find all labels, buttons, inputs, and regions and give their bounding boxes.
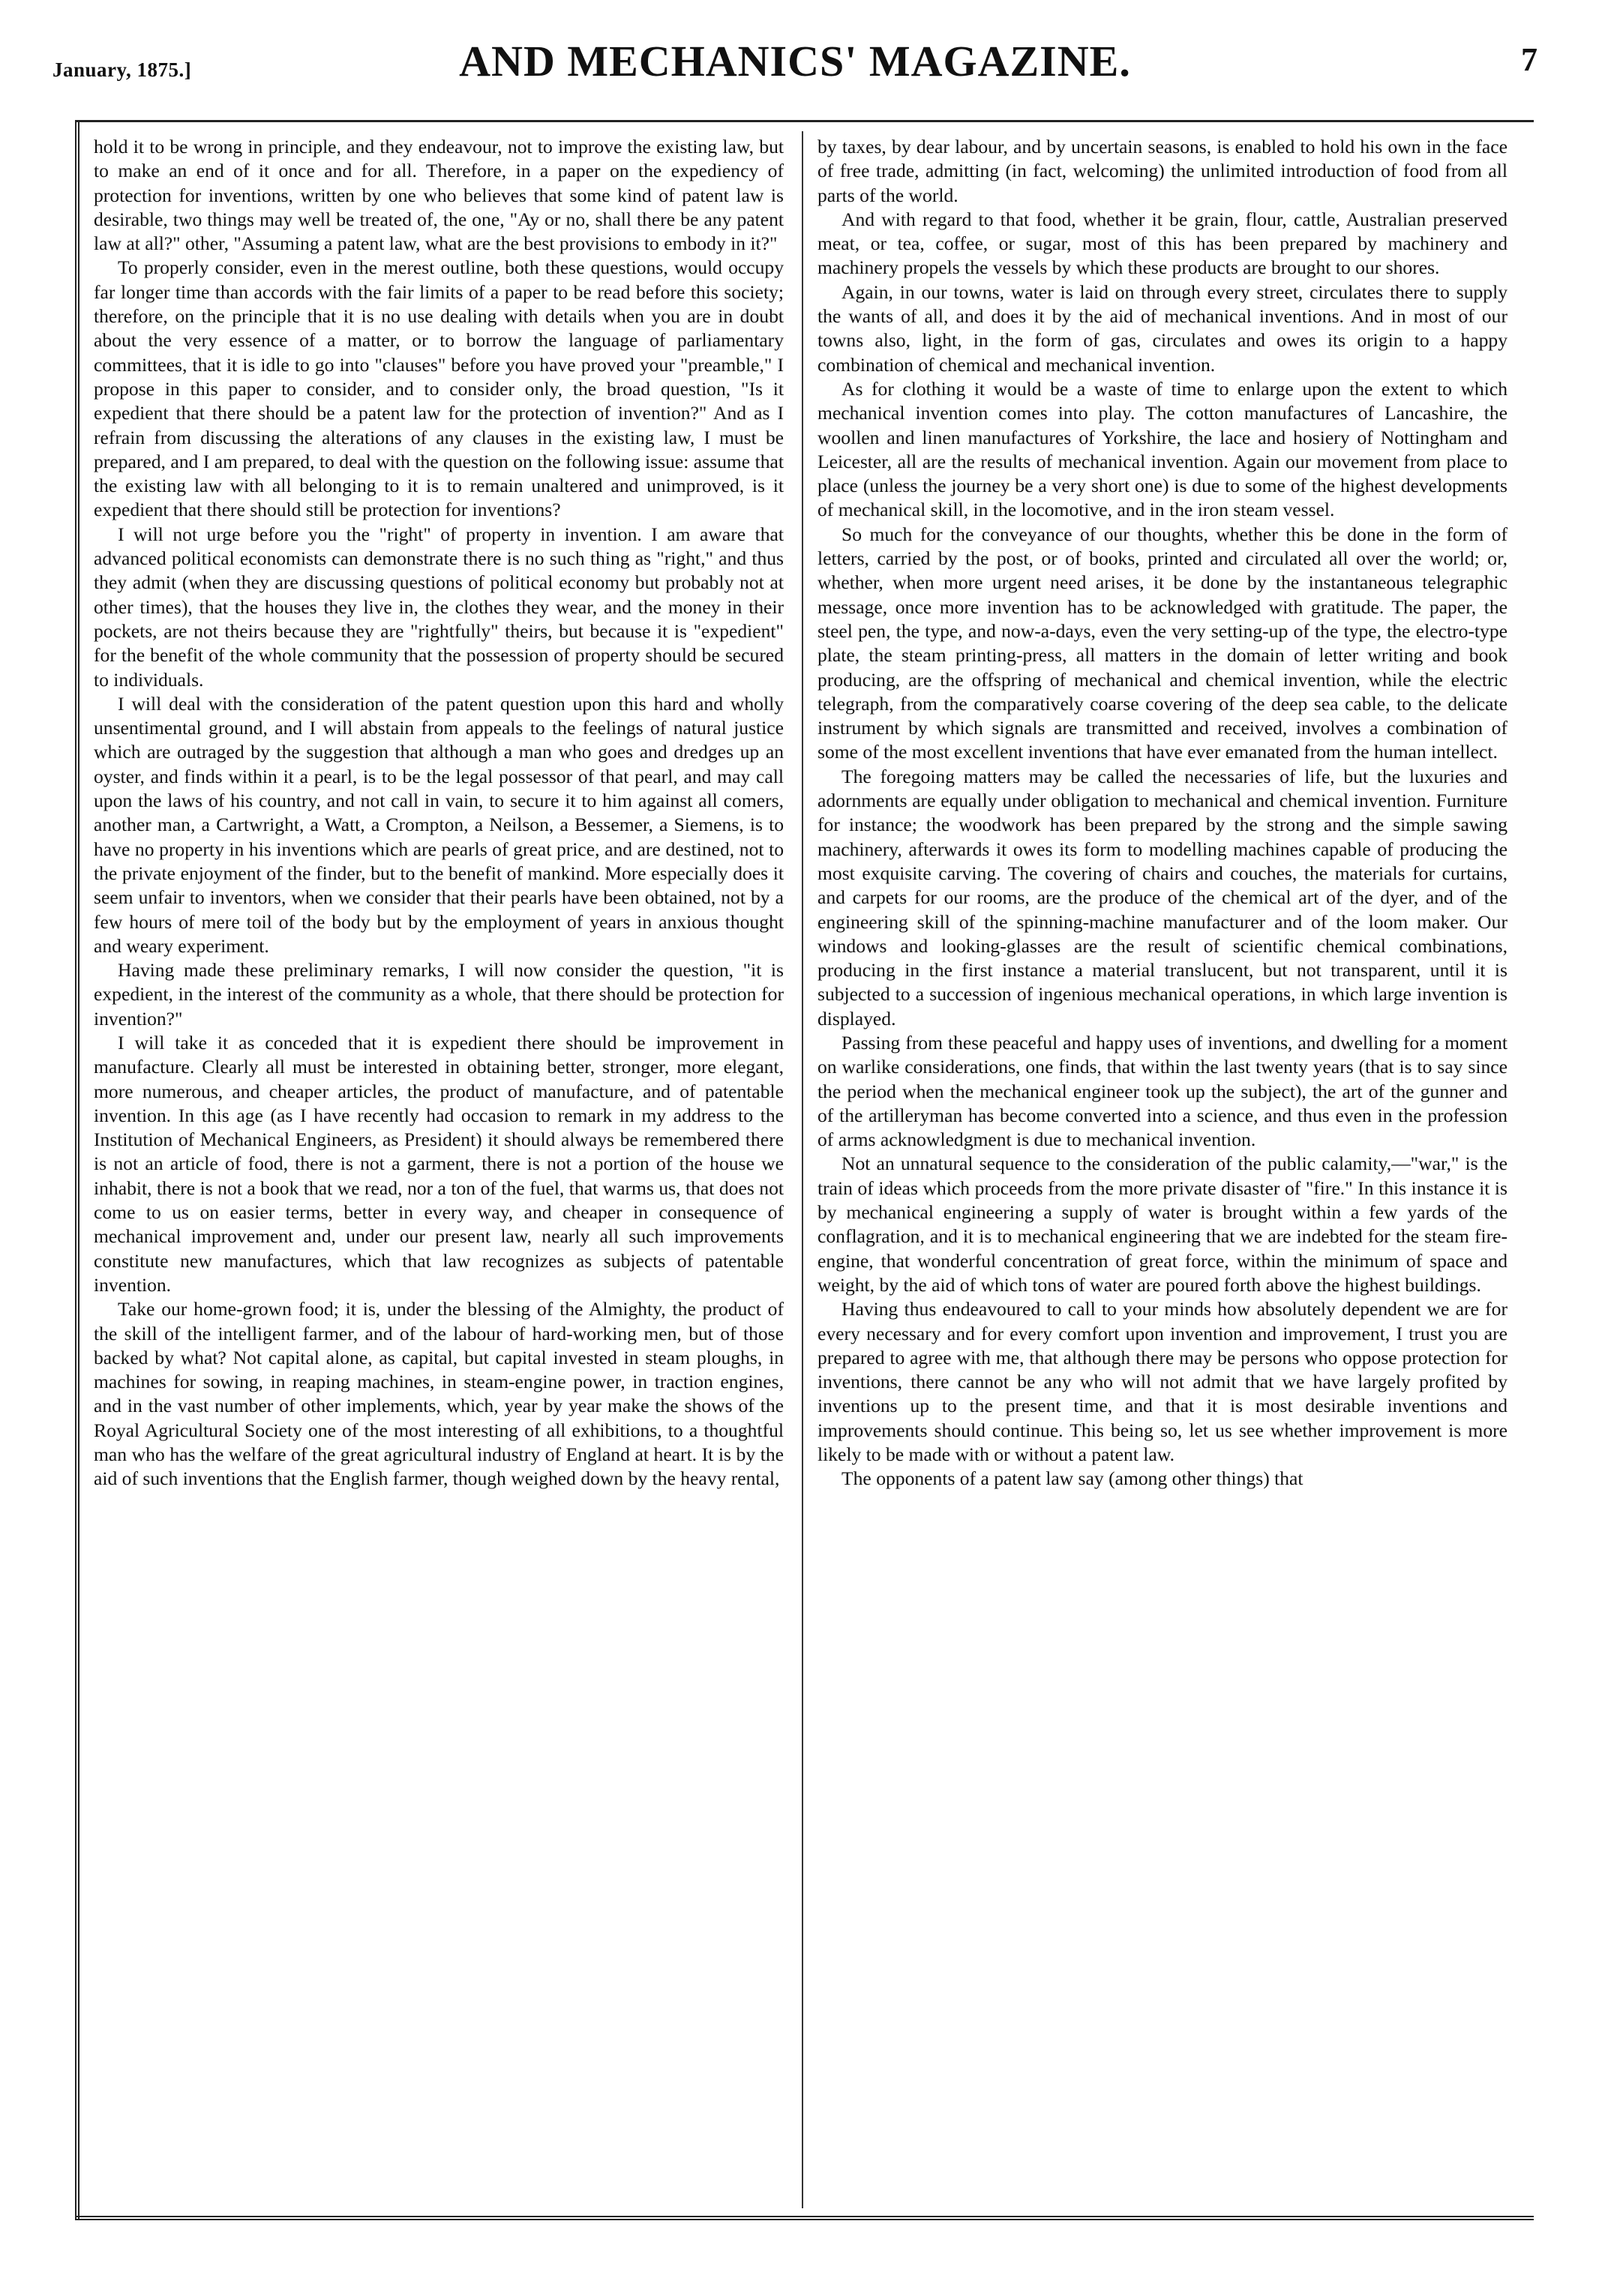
paragraph: Take our home-grown food; it is, under the blessing of the Almighty, the product of the skill of the intelligent farmer, and of the labour of hard-working men, but of those backed by what? Not capital alone, as capital, but capital invested in steam ploughs, in machines for sowing, in reaping machines, in steam-engine power, in traction engines, and in the vast number of other implements, which, year by year make the shows of the Royal Agricultural Society one of the most interesting of all exhibitions, to a thoughtful man who has the welfare of the great agricultural industry of England at heart. It is by the aid of such inventions that the English farmer, though weighed down by the heavy rental, (94, 1298, 784, 1490)
paragraph: Having made these preliminary remarks, I will now consider the question, "it is expedient, in the interest of the community as a whole, that there should be protection for invention?" (94, 959, 784, 1030)
paragraph: Again, in our towns, water is laid on through every street, circulates there to supply the wants of all, and does it by the aid of mechanical inventions. And in most of our towns also, light, in the form of gas, circulates and owes its origin to a happy combination of chemical and mechanical invention. (818, 280, 1508, 376)
paragraph: I will deal with the consideration of the patent question upon this hard and wholly unsentimental ground, and I will abstain from appeals to the feelings of natural justice which are outraged by the suggestion that although a man who goes and dredges up an oyster, and finds within it a pearl, is to be the legal possessor of that pearl, and may call upon the laws of his country, and not call in vain, to secure it to him against all comers, another man, a Cartwright, a Watt, a Crompton, a Neilson, a Bessemer, a Siemens, is to have no property in his inventions which are pearls of great price, and are destined, not to the private enjoyment of the finder, but to the benefit of mankind. More especially does it seem unfair to inventors, when we consider that their pearls have been obtained, not by a few hours of mere toil of the body but by the employment of years in anxious thought and weary experiment. (94, 692, 784, 957)
top-rule (75, 120, 1534, 122)
running-title: AND MECHANICS' MAGAZINE. (459, 37, 1131, 85)
bottom-rule (75, 2216, 1534, 2220)
right-column (818, 135, 1508, 2208)
paragraph: The opponents of a patent law say (among other things) that (842, 1467, 1304, 1490)
paragraph: So much for the conveyance of our thoughts, whether this be done in the form of letters, carried by the post, or of books, printed and circulated all over the world; or, whether, when more urgent need arises, it be done by the instantaneous telegraphic message, once more invention has to be acknowledged with gratitude. The paper, the steel pen, the type, and now-a-days, even the very setting-up of the type, the electro-type plate, the steam printing-press, all matters in the domain of letter writing and book producing, are the offspring of mechanical and chemical invention, while the electric telegraph, from the comparatively coarse covering of the deep sea cable, to the delicate instrument by which signals are transmitted and received, involves a combination of some of the most excellent inventions that have ever emanated from the human intellect. (818, 523, 1508, 763)
page-number: 7 (1521, 41, 1538, 78)
left-border (75, 120, 80, 2220)
paragraph: Passing from these peaceful and happy uses of inventions, and dwelling for a moment on warlike considerations, one finds, that within the last twenty years (that is to say since the period when the mechanical engineer took up the subject), the art of the gunner and of the artilleryman has become converted into a science, and thus even in the profession of arms acknowledgment is due to mechanical invention. (818, 1031, 1508, 1151)
paragraph: hold it to be wrong in principle, and they endeavour, not to improve the existing law, but to make an end of it once and for all. Therefore, in a paper on the expediency of protection for inventions, written by one who believes that some kind of patent law is desirable, two things may well be treated of, the one, "Ay or no, shall there be any patent law at all?" other, "Assuming a patent law, what are the best provisions to embody in it?" (94, 136, 784, 255)
column-divider (802, 131, 803, 2208)
issue-date: January, 1875.] (52, 58, 192, 81)
paragraph: To properly consider, even in the merest outline, both these questions, would occupy far longer time than accords with the fair limits of a paper to be read before this society; therefore, on the principle that it is no use dealing with details when you are in doubt about the very essence of a matter, or to borrow the language of parliamentary committees, that it is idle to go into "clauses" before you have proved your "preamble," I propose in this paper to consider, and to consider only, the broad question, "Is it expedient that there should be a patent law for the protection of invention?" And as I refrain from discussing the alterations of any clauses in the existing law, I must be prepared, and I am prepared, to deal with the question on the following issue: assume that the existing law with all belonging to it is to remain unaltered and unimproved, is it expedient that there should still be protection for inventions? (94, 256, 784, 521)
paragraph: As for clothing it would be a waste of time to enlarge upon the extent to which mechanical invention comes into play. The cotton manufactures of Lancashire, the woollen and linen manufactures of Yorkshire, the lace and hosiery of Nottingham and Leicester, all are the results of mechanical invention. Again our movement from place to place (unless the journey be a very short one) is due to some of the highest developments of mechanical skill, in the locomotive, and in the iron steam vessel. (818, 377, 1508, 521)
page-header (52, 36, 1538, 103)
left-column (94, 135, 784, 2208)
paragraph: And with regard to that food, whether it be grain, flour, cattle, Australian preserved meat, or tea, coffee, or sugar, most of this has been prepared by machinery and machinery propels the vessels by which these products are brought to our shores. (818, 208, 1508, 279)
paragraph: Having thus endeavoured to call to your minds how absolutely dependent we are for every necessary and for every comfort upon invention and improvement, I trust you are prepared to agree with me, that although there may be persons who oppose protection for inventions, there cannot be any who will not admit that we have largely profited by inventions up to the present time, and that it is most desirable inventions and improvements should continue. This being so, let us see whether improvement is more likely to be made with or without a patent law. (818, 1298, 1508, 1466)
paragraph: The foregoing matters may be called the necessaries of life, but the luxuries and adornments are equally under obligation to mechanical and chemical invention. Furniture for instance; the woodwork has been prepared by the strong and the simple sawing machinery, afterwards it owes its form to modelling machines capable of producing the most exquisite carving. The covering of chairs and couches, the materials for curtains, and carpets for our rooms, are the produce of the chemical art of the dyer, and of the engineering skill of the spinning-machine manufacturer and of the loom maker. Our windows and looking-glasses are the result of scientific chemical combinations, producing in the first instance a material translucent, but not transparent, until it is subjected to a succession of ingenious mechanical operations, in which large invention is displayed. (818, 765, 1508, 1030)
paragraph: I will take it as conceded that it is expedient there should be improvement in manufacture. Clearly all must be interested in obtaining better, stronger, more elegant, more numerous, and cheaper articles, the product of manufacture, and of patentable invention. In this age (as I have recently had occasion to remark in my address to the Institution of Mechanical Engineers, as President) it should always be remembered there is not an article of food, there is not a garment, there is not a portion of the house we inhabit, there is not a book that we read, nor a ton of the fuel, that warms us, that does not come to us on easier terms, better in every way, and cheaper in consequence of mechanical improvement and, under our present law, nearly all such improvements constitute new manufactures, which that law recognizes as subjects of patentable invention. (94, 1031, 784, 1296)
paragraph: I will not urge before you the "right" of property in invention. I am aware that advanced political economists can demonstrate there is no such thing as "right," and thus they admit (when they are discussing questions of political economy but probably not at other times), that the houses they live in, the clothes they wear, and the money in their pockets, are not theirs because they are "rightfully" theirs, but because it is "expedient" for the benefit of the whole community that the possession of property should be secured to individuals. (94, 523, 784, 691)
paragraph: Not an unnatural sequence to the consideration of the public calamity,—"war," is the train of ideas which proceeds from the more private disaster of "fire." In this instance it is by mechanical engineering a supply of water is brought within a few yards of the conflagration, and it is to mechanical engineering that we are indebted for the steam fire-engine, that wonderful concentration of great force, within the minimum of space and weight, by the aid of which tons of water are poured forth above the highest buildings. (818, 1152, 1508, 1296)
paragraph: by taxes, by dear labour, and by uncertain seasons, is enabled to hold his own in the face of free trade, admitting (in fact, welcoming) the unlimited introduction of food from all parts of the world. (818, 136, 1508, 206)
